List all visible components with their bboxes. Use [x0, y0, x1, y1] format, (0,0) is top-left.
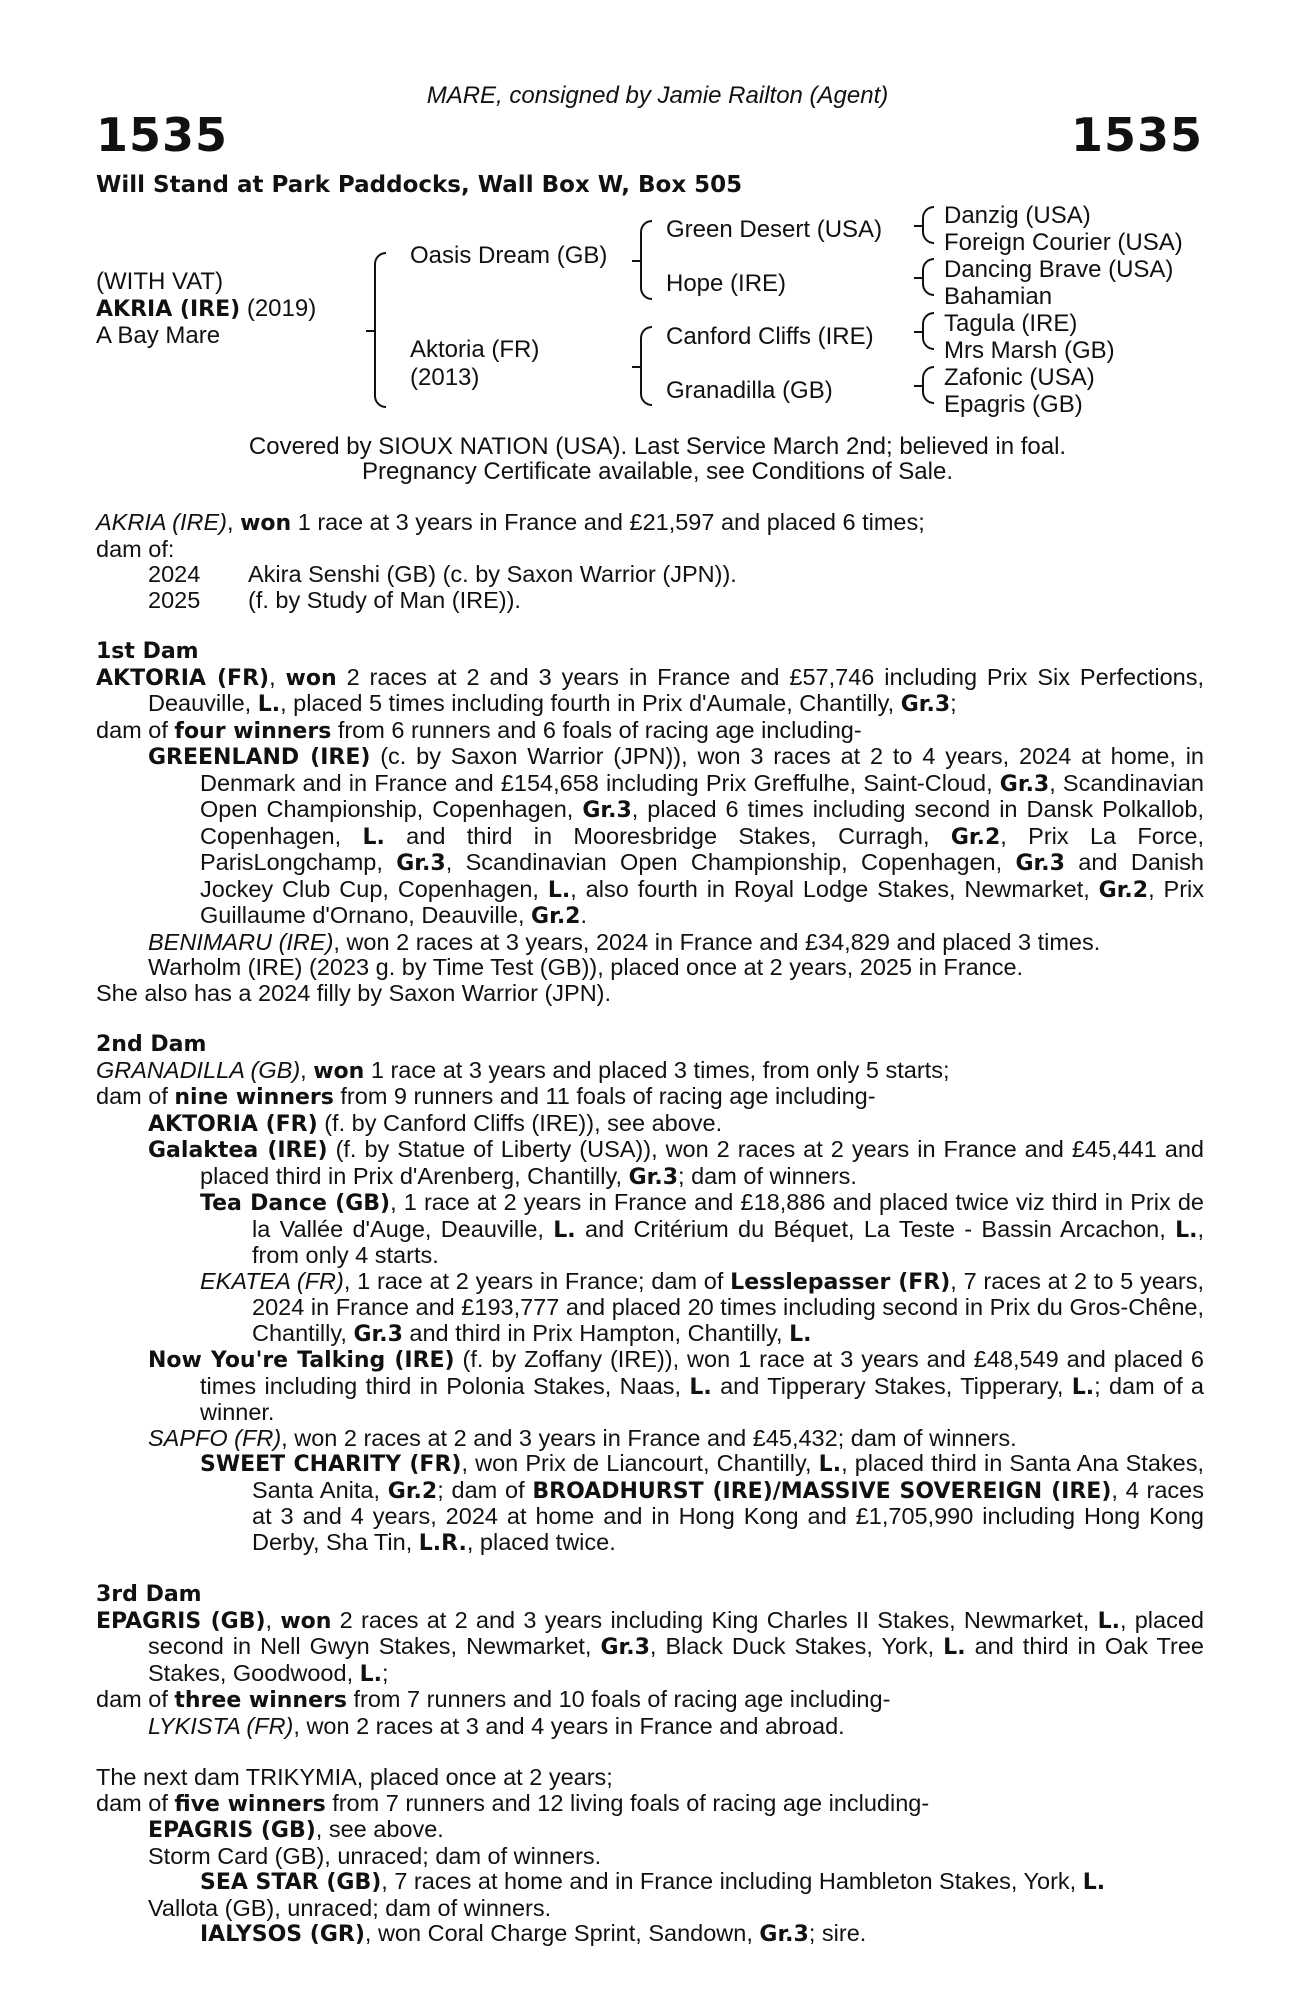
ialysos-entry: IALYSOS (GR), won Coral Charge Sprint, Sandown, Gr.3; sire. [200, 1920, 867, 1947]
third-dam-record: EPAGRIS (GB), won 2 races at 2 and 3 years including King Charles II Stakes, Newmarket, L., placed second in Nell Gwyn Stakes, Newmarket, Gr.3, Black Duck Stakes, York, L. and third in Oak Tree Stakes, Goodwood, L.; [96, 1606, 1204, 1687]
first-dam-also: She also has a 2024 filly by Saxon Warrior (JPN). [96, 979, 612, 1006]
sweet-charity-entry: SWEET CHARITY (FR), won Prix de Liancourt, Chantilly, L., placed third in Santa Ana Stakes, Santa Anita, Gr.2; dam of BROADHURST (IRE)/MASSIVE SOVEREIGN (IRE), 4 races at 3 and 4 years, 2024 at home and in Hong Kong and £1,705,990 including Hong Kong Derby, Sha Tin, L.R., placed twice. [200, 1450, 1204, 1556]
tea-dance-entry: Tea Dance (GB), 1 race at 2 years in France and £18,886 and placed twice viz third in Prix de la Vallée d'Auge, Deauville, L. and Critérium du Béquet, La Teste - Bassin Arcachon, L., from only 4 starts. [200, 1189, 1204, 1268]
sea-star-entry: SEA STAR (GB), 7 races at home and in France including Hambleton Stakes, York, L. [200, 1868, 1106, 1895]
vat-note: (WITH VAT) [96, 268, 224, 295]
benimaru-entry: BENIMARU (IRE), won 2 races at 3 years, 2024 in France and £34,829 and placed 3 times. [148, 928, 1101, 955]
pedigree-dss: Tagula (IRE) [944, 310, 1078, 337]
first-dam-record: AKTORIA (FR), won 2 races at 2 and 3 years in France and £57,746 including Prix Six Perfections, Deauville, L., placed 5 times including fourth in Prix d'Aumale, Chantilly, Gr.3; [96, 663, 1204, 717]
pedigree-brace-ss [922, 206, 934, 244]
pedigree-dds: Zafonic (USA) [944, 364, 1095, 391]
next-dam-progeny-summary: dam of five winners from 7 runners and 12 living foals of racing age including- [96, 1789, 930, 1817]
horse-name: AKRIA (IRE) [96, 297, 241, 322]
pedigree-brace-sire [640, 220, 652, 300]
lot-number-right: 1535 [1070, 108, 1203, 162]
produce-2024: 2024 Akira Senshi (GB) (c. by Saxon Warrior (JPN)). [148, 561, 737, 587]
second-dam-progeny-summary: dam of nine winners from 9 runners and 11 foals of racing age including- [96, 1083, 876, 1110]
next-dam-record: The next dam TRIKYMIA, placed once at 2 years; [96, 1764, 613, 1790]
horse-year: (2019) [246, 295, 317, 322]
pedigree-brace-dam [640, 326, 652, 406]
covered-line-2: Pregnancy Certificate available, see Conditions of Sale. [362, 458, 953, 485]
pedigree-dam-year: (2013) [410, 364, 480, 391]
first-dam-progeny-summary: dam of four winners from 6 runners and 6 foals of racing age including- [96, 716, 862, 744]
pedigree-brace-main [374, 252, 386, 408]
pedigree-brace-ds [922, 312, 934, 350]
third-dam-heading: 3rd Dam [96, 1582, 202, 1607]
pedigree-sire-dam: Hope (IRE) [666, 270, 787, 297]
second-dam-heading: 2nd Dam [96, 1032, 207, 1057]
pedigree-dsd: Mrs Marsh (GB) [944, 337, 1115, 364]
produce-2025: 2025 (f. by Study of Man (IRE)). [148, 586, 521, 613]
catalogue-body [96, 510, 1204, 1948]
pedigree-sds: Dancing Brave (USA) [944, 256, 1174, 283]
pedigree-brace-sd [922, 258, 934, 296]
greenland-entry: GREENLAND (IRE) (c. by Saxon Warrior (JPN)), won 3 races at 2 to 4 years, 2024 at home, in Denmark and in France and £154,658 including Prix Greffulhe, Saint-Cloud, Gr.3, Scandinavian Open Championship, Copenhagen, Gr.3, placed 6 times including second in Dansk Polkallob, Copenhagen, L. and third in Mooresbridge Stakes, Curragh, Gr.2, Prix La Force, ParisLongchamp, Gr.3, Scandinavian Open Championship, Copenhagen, Gr.3 and Danish Jockey Club Cup, Copenhagen, L., also fourth in Royal Lodge Stakes, Newmarket, Gr.2, Prix Guillaume d'Ornano, Deauville, Gr.2. [148, 743, 1205, 929]
galaktea-entry: Galaktea (IRE) (f. by Statue of Liberty (USA)), won 2 races at 2 years in France and £45,441 and placed third in Prix d'Arenberg, Chantilly, Gr.3; dam of winners. [148, 1136, 1204, 1190]
second-dam-record: GRANADILLA (GB), won 1 race at 3 years and placed 3 times, from only 5 starts; [96, 1056, 950, 1084]
vallota-entry: Vallota (GB), unraced; dam of winners. [148, 1894, 552, 1921]
produce-record: AKRIA (IRE), won 1 race at 3 years in France and £21,597 and placed 6 times; [96, 509, 925, 536]
epagris-entry: EPAGRIS (GB), see above. [148, 1816, 444, 1843]
pedigree-ssd: Foreign Courier (USA) [944, 229, 1183, 256]
now-youre-talking-entry: Now You're Talking (IRE) (f. by Zoffany (IRE)), won 1 race at 3 years and £48,549 and placed 6 times including third in Polonia Stakes, Naas, L. and Tipperary Stakes, Tipperary, L.; dam of a winner. [148, 1346, 1204, 1425]
produce-dam-of: dam of: [96, 535, 175, 562]
horse-title [96, 295, 316, 323]
pedigree-brace-dd [922, 366, 934, 404]
pedigree-ddd: Epagris (GB) [944, 391, 1083, 418]
sapfo-entry: SAPFO (FR), won 2 races at 2 and 3 years in France and £45,432; dam of winners. [148, 1424, 1017, 1451]
warholm-entry: Warholm (IRE) (2023 g. by Time Test (GB)), placed once at 2 years, 2025 in France. [148, 954, 1024, 980]
lot-number-left: 1535 [96, 108, 229, 162]
ekatea-entry: EKATEA (FR), 1 race at 2 years in France; dam of Lesslepasser (FR), 7 races at 2 to 5 years, 2024 in France and £193,777 and placed 20 times including second in Prix du Gros-Chêne, Chantilly, Gr.3 and third in Prix Hampton, Chantilly, L. [200, 1267, 1205, 1347]
pedigree-sdd: Bahamian [944, 283, 1053, 310]
storm-card-entry: Storm Card (GB), unraced; dam of winners. [148, 1842, 602, 1869]
consignor-subtitle: MARE, consigned by Jamie Railton (Agent) [426, 82, 889, 109]
stand-location: Will Stand at Park Paddocks, Wall Box W, Box 505 [96, 172, 743, 198]
pedigree-sire-sire: Green Desert (USA) [666, 216, 883, 243]
third-dam-progeny-summary: dam of three winners from 7 runners and 10 foals of racing age including- [96, 1686, 891, 1713]
pedigree-dam-sire: Canford Cliffs (IRE) [666, 323, 874, 350]
pedigree-dam: Aktoria (FR) [410, 336, 540, 363]
lykista-entry: LYKISTA (FR), won 2 races at 3 and 4 years in France and abroad. [148, 1712, 845, 1739]
covered-line-1: Covered by SIOUX NATION (USA). Last Service March 2nd; believed in foal. [248, 433, 1067, 460]
horse-description: A Bay Mare [96, 322, 221, 349]
aktoria-entry: AKTORIA (FR) (f. by Canford Cliffs (IRE)), see above. [148, 1109, 723, 1137]
pedigree-dam-dam: Granadilla (GB) [666, 377, 833, 404]
pedigree-sss: Danzig (USA) [944, 202, 1091, 229]
pedigree-sire: Oasis Dream (GB) [410, 242, 608, 269]
first-dam-heading: 1st Dam [96, 639, 199, 664]
